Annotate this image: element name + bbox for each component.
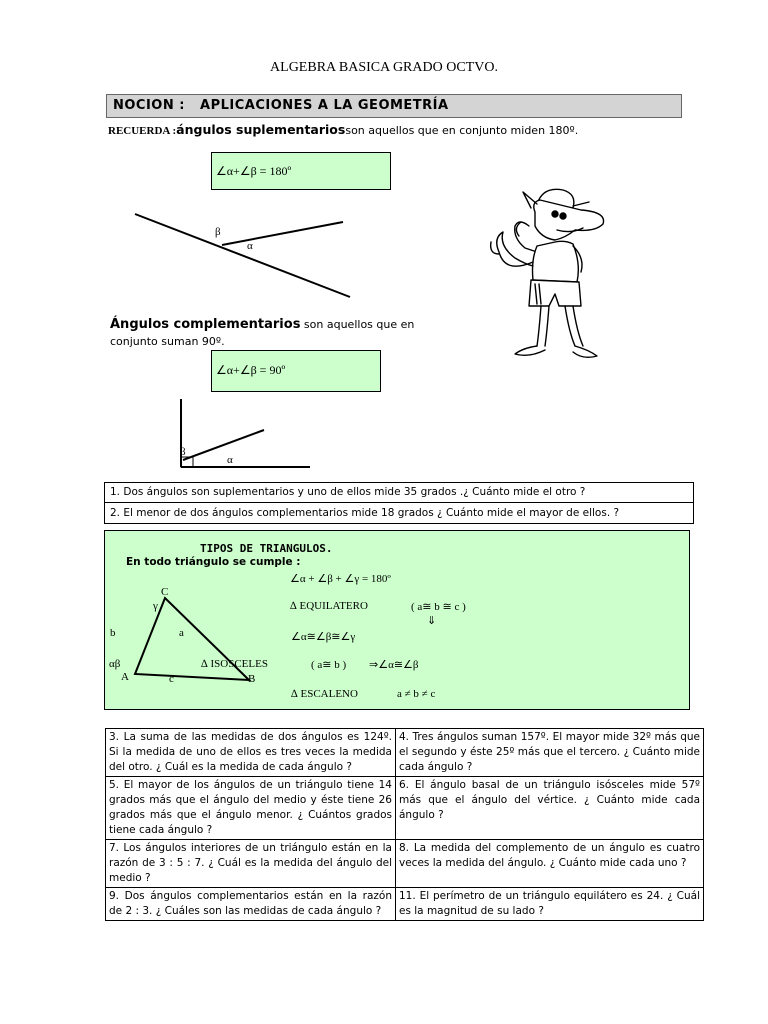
triangle-diagram <box>125 590 265 690</box>
alpha-beta-label: αβ <box>109 658 121 670</box>
alpha-label: α <box>227 454 233 466</box>
complementarios-formula: ∠α+∠β = 90º <box>216 363 286 377</box>
problem-5: 5. El mayor de los ángulos de un triángulo tiene 14 grados más que el ángulo del medio y éste tiene 26 grados más que el ángulo menor. ¿ Cuántos grados tiene cada ángulo ? <box>106 777 396 840</box>
question-2: 2. El menor de dos ángulos complementarios mide 18 grados ¿ Cuánto mide el mayor de ellos. ? <box>104 502 694 524</box>
vertex-c-label: C <box>161 586 169 598</box>
recuerda-label: RECUERDA : <box>108 125 177 137</box>
problem-8: 8. La medida del complemento de un ángulo es cuatro veces la medida del ángulo. ¿ Cuánto mide cada uno ? <box>396 840 704 888</box>
isosceles-implication: ⇒∠α≅∠β <box>369 659 419 671</box>
suplementarios-definition: son aquellos que en conjunto miden 180º. <box>345 124 579 137</box>
problem-9: 9. Dos ángulos complementarios están en la razón de 2 : 3. ¿ Cuáles son las medidas de cada ángulo ? <box>106 888 396 921</box>
equilatero-condition: ( a≅ b ≅ c ) <box>411 601 466 613</box>
complementarios-definition <box>110 316 430 350</box>
equilatero-label: ∆ EQUILATERO <box>290 600 368 612</box>
vertex-a-label: A <box>121 671 129 683</box>
triangle-types-subtitle: En todo triángulo se cumple : <box>126 556 301 568</box>
problem-7: 7. Los ángulos interiores de un triángulo están en la razón de 3 : 5 : 7. ¿ Cuál es la medida del ángulo del medio ? <box>106 840 396 888</box>
section-header: NOCION : APLICACIONES A LA GEOMETRÍA <box>106 94 682 118</box>
isosceles-label: ∆ ISOSCELES <box>201 658 268 670</box>
complementarios-text-2: conjunto suman 90º. <box>110 335 225 348</box>
triangle-types-title: TIPOS DE TRIANGULOS. <box>200 542 333 555</box>
table-row <box>106 777 704 840</box>
recuerda-line <box>108 122 578 138</box>
side-c-label: c <box>169 673 174 685</box>
isosceles-condition: ( a≅ b ) <box>311 659 347 671</box>
suplementarios-formula: ∠α+∠β = 180º <box>216 164 292 178</box>
beta-label: β <box>180 446 186 458</box>
angle-sum-formula: ∠α + ∠β + ∠γ = 180º <box>290 573 391 585</box>
suplementarios-term: ángulos suplementarios <box>176 122 346 137</box>
implies-arrow: ⇓ <box>427 615 437 627</box>
escaleno-condition: a ≠ b ≠ c <box>397 688 436 700</box>
problem-11: 11. El perímetro de un triángulo equilátero es 24. ¿ Cuál es la magnitud de su lado ? <box>396 888 704 921</box>
suplementarios-formula-box <box>211 152 391 190</box>
problem-4: 4. Tres ángulos suman 157º. El mayor mide 32º más que el segundo y éste 25º más que el tercero. ¿ Cuánto mide cada ángulo ? <box>396 729 704 777</box>
problem-6: 6. El ángulo basal de un triángulo isósceles mide 57º más que el ángulo del vértice. ¿ Cuánto mide cada ángulo ? <box>396 777 704 840</box>
vertex-b-label: B <box>248 673 256 685</box>
suplementarios-diagram <box>130 200 430 300</box>
gamma-label: γ <box>153 600 158 612</box>
angle-ray <box>222 222 343 245</box>
side-a-label: a <box>179 627 184 639</box>
problem-3: 3. La suma de las medidas de dos ángulos es 124º. Si la medida de uno de ellos es tres veces la medida del otro. ¿ Cuál es la medida de cada ángulo ? <box>106 729 396 777</box>
question-1: 1. Dos ángulos son suplementarios y uno de ellos mide 35 grados .¿ Cuánto mide el otro ? <box>104 482 694 503</box>
complementarios-term: Ángulos complementarios <box>110 317 301 332</box>
side-b-label: b <box>110 627 116 639</box>
table-row <box>106 888 704 921</box>
page-title: ALGEBRA BASICA GRADO OCTVO. <box>270 60 498 75</box>
complementarios-text-1: son aquellos que en <box>300 318 415 331</box>
complementarios-formula-box <box>211 350 381 392</box>
alpha-label: α <box>247 240 253 252</box>
table-row <box>106 840 704 888</box>
beta-label: β <box>215 226 221 238</box>
equal-angles: ∠α≅∠β≅∠γ <box>291 631 356 643</box>
wolf-cartoon-illustration <box>485 182 620 362</box>
complementarios-diagram <box>170 395 320 475</box>
table-row <box>106 729 704 777</box>
problems-table <box>105 728 704 921</box>
angle-ray <box>183 430 264 460</box>
escaleno-label: ∆ ESCALENO <box>291 688 358 700</box>
